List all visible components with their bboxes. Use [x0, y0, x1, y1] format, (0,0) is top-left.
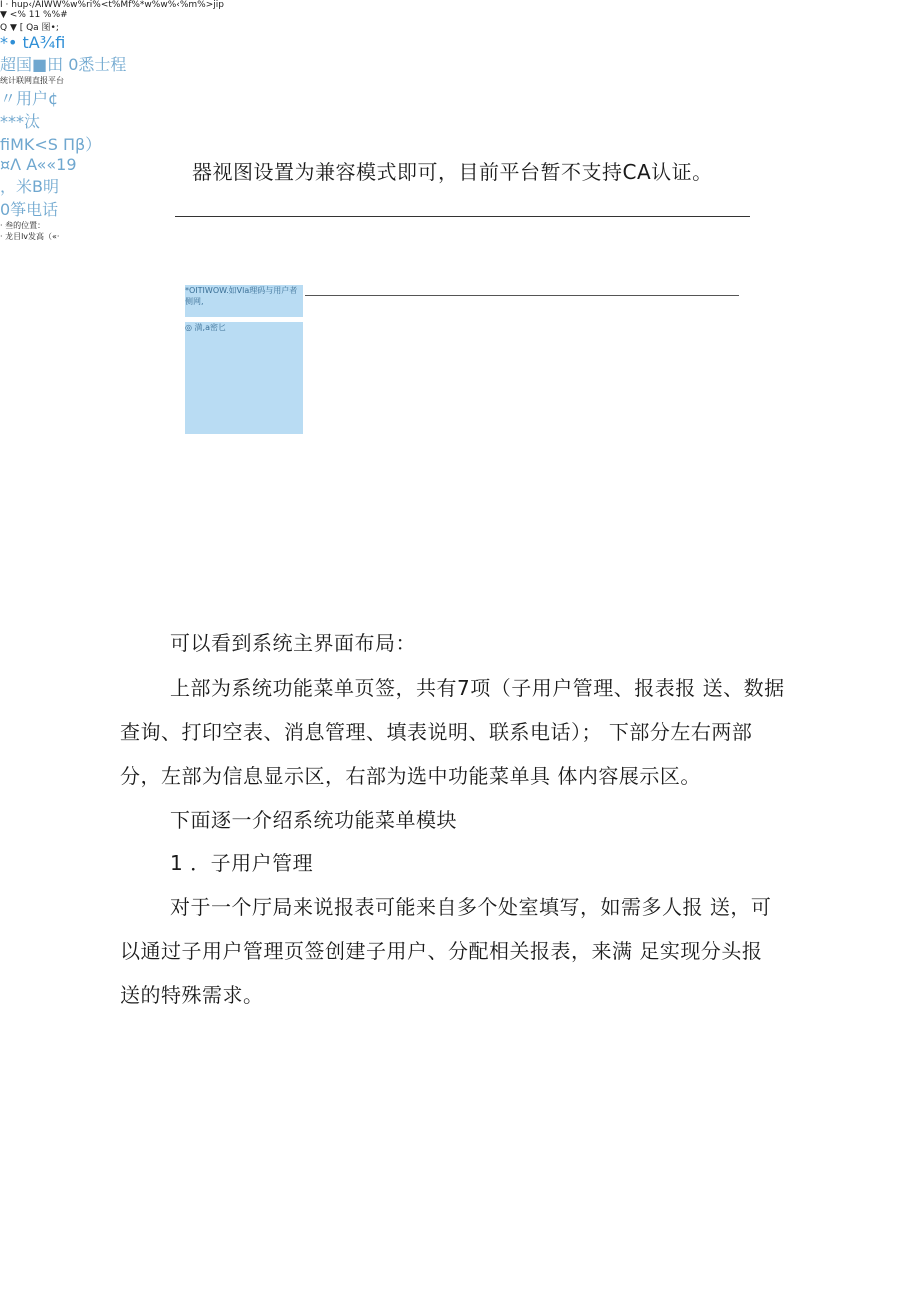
tab-data-query[interactable]: fiMK<S Пβ） — [0, 135, 102, 154]
location-label: · 叁的位置： — [0, 221, 46, 230]
tab-sub-user[interactable]: 〃用户¢ — [0, 89, 59, 108]
tab-report-submit[interactable]: ***汰 — [0, 112, 41, 131]
content-text: · 龙目lv发高（«· — [0, 232, 60, 241]
info-panel-bottom — [185, 322, 303, 434]
para1-line1: 上部为系统功能菜单页签，共有7项（子用户管理、报表报 送、数据 — [170, 676, 785, 700]
address-bar-mid: ▼ <% 11 %%# — [0, 10, 68, 20]
tab-fill-instructions[interactable]: ，米B明 — [0, 177, 59, 196]
para2: 下面逐一介绍系统功能菜单模块 — [170, 808, 457, 832]
heading-sub-user-management: 1 ．子用户管理 — [170, 851, 314, 875]
address-bar-underline — [175, 216, 750, 217]
tab-contact-phone[interactable]: 0筝电话 — [0, 200, 59, 219]
info-panel-bottom-text: ◎ 満,a密匕 — [185, 323, 226, 332]
logo-subtext: 超国■田 0悉士程 — [0, 55, 127, 74]
content-divider — [305, 295, 739, 296]
para3-line3: 送的特殊需求。 — [120, 983, 264, 1007]
para3-line2: 以通过子用户管理页签创建子用户、分配相关报表，来满 足实现分头报 — [120, 939, 763, 963]
para1-line3: 分，左部为信息显示区，右部为选中功能菜单具 体内容展示区。 — [120, 764, 701, 788]
embedded-screenshot — [0, 0, 920, 332]
platform-title: 统计联网直报平台 — [0, 76, 64, 85]
info-panel-top-line2: 侧网, — [185, 297, 204, 306]
info-panel-top — [185, 285, 303, 317]
address-bar-url: I · hup‹/AIWW%w%ri%<t%Mf%*w%w%‹%m%>jip — [0, 0, 224, 10]
para1-line2: 查询、打印空表、消息管理、填表说明、联系电话）； 下部分左右两部 — [120, 720, 753, 744]
address-bar-right: Q ▼ [ Qa 图•; — [0, 23, 59, 33]
para3-line1: 对于一个厅局来说报表可能来自多个处室填写，如需多人报 送，可 — [170, 895, 772, 919]
tab-print-blank[interactable]: ¤Λ A««19 — [0, 155, 77, 174]
logo-text: *• tA¾fi — [0, 33, 66, 52]
info-panel-top-line1: *OITIWOW.如Vla理码与用户者 — [185, 286, 298, 295]
intro-line: 器视图设置为兼容模式即可，目前平台暂不支持CA认证。 — [192, 160, 713, 184]
section-intro: 可以看到系统主界面布局： — [170, 631, 416, 655]
